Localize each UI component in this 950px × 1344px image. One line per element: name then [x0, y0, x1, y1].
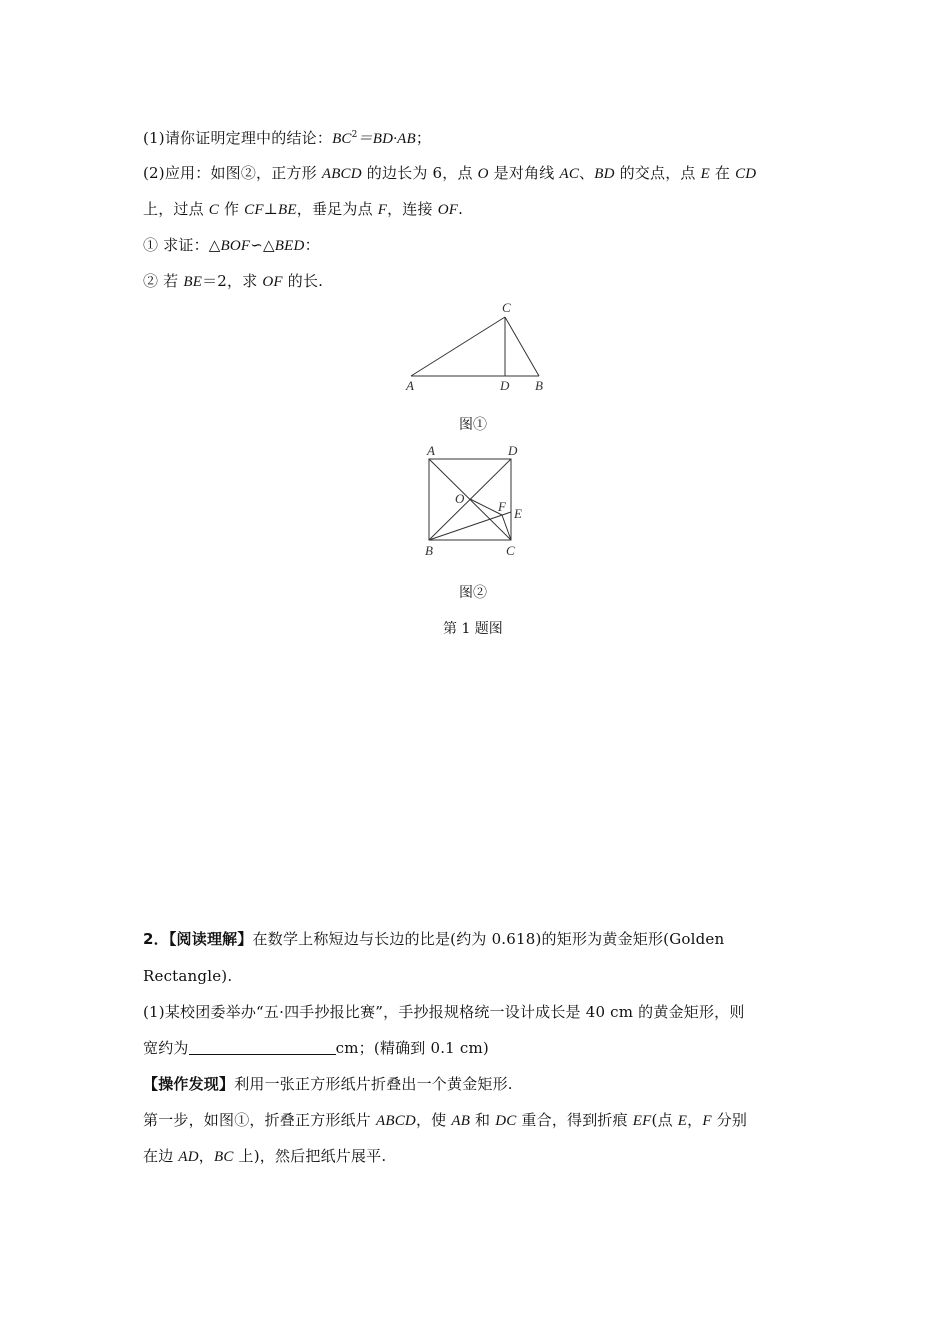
var: AC [559, 166, 580, 182]
var: OF [437, 202, 459, 218]
label-f: F [498, 499, 506, 514]
var: CF [244, 202, 264, 218]
var: BOF [220, 238, 251, 254]
text: 在 [709, 164, 736, 182]
var: C [208, 202, 219, 218]
text: ＝2，求 [202, 272, 263, 290]
var: BED [274, 238, 305, 254]
section-tag: 【阅读理解】 [168, 930, 253, 948]
text: ① 求证：△ [143, 236, 221, 254]
text: (点 [651, 1111, 678, 1129]
text: 是对角线 [488, 164, 560, 182]
text: 宽约为 [143, 1039, 189, 1057]
exponent: 2 [351, 130, 358, 140]
text: ② 若 [143, 272, 184, 290]
text: ， [687, 1111, 703, 1129]
label-c: C [502, 300, 511, 315]
var: DC [495, 1113, 517, 1129]
text: 在边 [143, 1147, 179, 1165]
answer-blank[interactable] [189, 1040, 336, 1055]
label-d: D [508, 443, 518, 458]
problem2-q1-line2 [143, 1038, 489, 1058]
problem2-step1-line2 [143, 1146, 386, 1167]
text: ，连接 [387, 200, 438, 218]
label-e: E [514, 506, 522, 521]
text: 上，过点 [143, 200, 209, 218]
figure-title: 第 1 题图 [443, 621, 503, 637]
text: 和 [470, 1111, 496, 1129]
figure1-caption: 图① [459, 417, 487, 433]
var: EF [632, 1113, 652, 1129]
var: CD [735, 166, 757, 182]
var: E [677, 1113, 688, 1129]
label-a: A [406, 378, 414, 393]
problem2-step1-line1 [143, 1110, 747, 1131]
var: ABCD [321, 166, 362, 182]
text: . [458, 200, 464, 218]
segment-be [429, 512, 511, 540]
label-b: B [535, 378, 543, 393]
text: (2)应用：如图②，正方形 [143, 164, 322, 182]
label-a: A [427, 443, 435, 458]
var: BD [594, 166, 615, 182]
text: ，垂足为点 [296, 200, 378, 218]
problem-number: 2． [143, 930, 169, 948]
text: cm；(精确到 0.1 cm) [335, 1039, 489, 1057]
var: ABCD [375, 1113, 416, 1129]
var: E [700, 166, 710, 182]
var: F [702, 1113, 712, 1129]
formula: ＝BD·AB [357, 131, 416, 147]
text: 分别 [711, 1111, 748, 1129]
text: ，使 [415, 1111, 452, 1129]
text: ： [304, 236, 320, 254]
var: AD [178, 1149, 199, 1165]
problem2-line1 [143, 929, 724, 949]
formula: BC [332, 131, 352, 147]
text: 在数学上称短边与长边的比是(约为 0.618)的矩形为黄金矩形(Golden [252, 930, 725, 948]
var: F [377, 202, 388, 218]
text: (1)请你证明定理中的结论： [143, 129, 333, 147]
text: ； [415, 129, 432, 147]
text: 重合，得到折痕 [516, 1111, 633, 1129]
text: 的长. [282, 272, 324, 290]
var: AB [451, 1113, 471, 1129]
var: BE [278, 202, 297, 218]
text: 作 [219, 200, 245, 218]
text: 的边长为 6，点 [361, 164, 478, 182]
label-d: D [500, 378, 510, 393]
label-b: B [425, 543, 433, 558]
problem2-operation [143, 1074, 513, 1094]
text: ⊥ [263, 200, 279, 218]
var: BE [183, 274, 203, 290]
problem2-line2: Rectangle). [143, 967, 233, 985]
text: 第一步，如图①，折叠正方形纸片 [143, 1111, 376, 1129]
figure2-square [0, 0, 950, 600]
text: 、 [579, 164, 595, 182]
figure2-caption: 图② [459, 585, 487, 601]
var: O [477, 166, 489, 182]
text: 利用一张正方形纸片折叠出一个黄金矩形. [234, 1075, 513, 1093]
var: BC [213, 1149, 234, 1165]
section-tag: 【操作发现】 [143, 1075, 235, 1093]
label-o: O [455, 491, 465, 506]
text: ∽△ [250, 236, 275, 254]
label-c: C [506, 543, 515, 558]
text: 上)，然后把纸片展平. [233, 1147, 387, 1165]
var: OF [262, 274, 283, 290]
text: ， [198, 1147, 214, 1165]
text: 的交点，点 [614, 164, 701, 182]
problem2-q1-line1: (1)某校团委举办“五·四手抄报比赛”，手抄报规格统一设计成长是 40 cm 的黄金矩形，则 [143, 1003, 745, 1021]
